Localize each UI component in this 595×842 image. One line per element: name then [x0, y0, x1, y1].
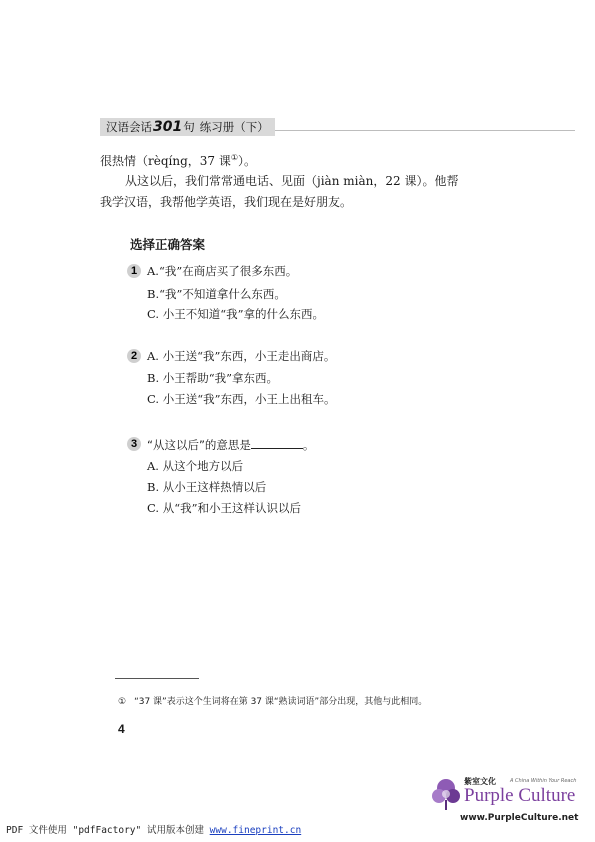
header-title-num: 301 — [153, 119, 183, 135]
footnote-mark: ① — [118, 697, 127, 707]
fineprint-link[interactable]: www.fineprint.cn — [209, 825, 302, 836]
purple-culture-logo[interactable] — [430, 774, 590, 830]
passage-line-1 — [100, 148, 500, 171]
header-title-post: 句 — [183, 120, 195, 134]
section-title: 选择正确答案 — [130, 237, 206, 252]
footnote — [118, 694, 427, 707]
q2-option-a: A. 小王送“我”东西，小王走出商店。 — [147, 349, 336, 363]
pdf-creator-footer — [6, 822, 301, 836]
footnote-rule — [115, 678, 199, 679]
q2-option-b: B. 小王帮助“我”拿东西。 — [147, 371, 279, 385]
q3-stem-end: 。 — [302, 438, 315, 452]
page-number: 4 — [118, 722, 125, 736]
logo-brand-name: Purple Culture — [464, 785, 576, 806]
logo-tagline: A China Within Your Reach — [510, 778, 577, 784]
header-subtitle: 练习册（下） — [199, 120, 269, 134]
q3-stem — [147, 436, 314, 453]
passage-line-2: 从这以后，我们常常通电话、见面（jiàn miàn，22 课）。他帮 — [125, 174, 459, 188]
q3-option-b: B. 从小王这样热情以后 — [147, 480, 267, 494]
flower-logo-icon — [430, 774, 462, 812]
pdf-footer-text: PDF 文件使用 "pdfFactory" 试用版本创建 — [6, 825, 210, 836]
passage-line-3: 我学汉语，我帮他学英语，我们现在是好朋友。 — [100, 195, 353, 209]
running-header — [100, 118, 575, 136]
passage-line-1-text: 很热情（rèqíng，37 课 — [100, 154, 231, 168]
q1-option-a: A.“我”在商店买了很多东西。 — [147, 264, 298, 278]
question-number-badge: 3 — [127, 437, 141, 451]
footnote-ref[interactable]: ① — [230, 153, 239, 162]
q3-option-a: A. 从这个地方以后 — [147, 459, 244, 473]
logo-chinese-text: 紫室文化 — [464, 777, 496, 786]
q1-option-c: C. 小王不知道“我”拿的什么东西。 — [147, 307, 324, 321]
passage-line-1-end: ）。 — [238, 154, 257, 168]
q2-option-c: C. 小王送“我”东西，小王上出租车。 — [147, 392, 336, 406]
q1-option-b: B.“我”不知道拿什么东西。 — [147, 287, 286, 301]
q3-stem-text: “从这以后”的意思是 — [147, 438, 251, 452]
question-number-badge: 2 — [127, 349, 141, 363]
logo-url[interactable]: www.PurpleCulture.net — [460, 813, 579, 823]
footnote-text: “37 课”表示这个生词将在第 37 课“熟读词语”部分出现，其他与此相同。 — [134, 697, 428, 707]
header-title-box — [100, 118, 275, 136]
question-number-badge: 1 — [127, 264, 141, 278]
q3-option-c: C. 从“我”和小王这样认识以后 — [147, 501, 301, 515]
header-title-pre: 汉语会话 — [106, 120, 152, 134]
answer-blank[interactable] — [251, 436, 303, 449]
